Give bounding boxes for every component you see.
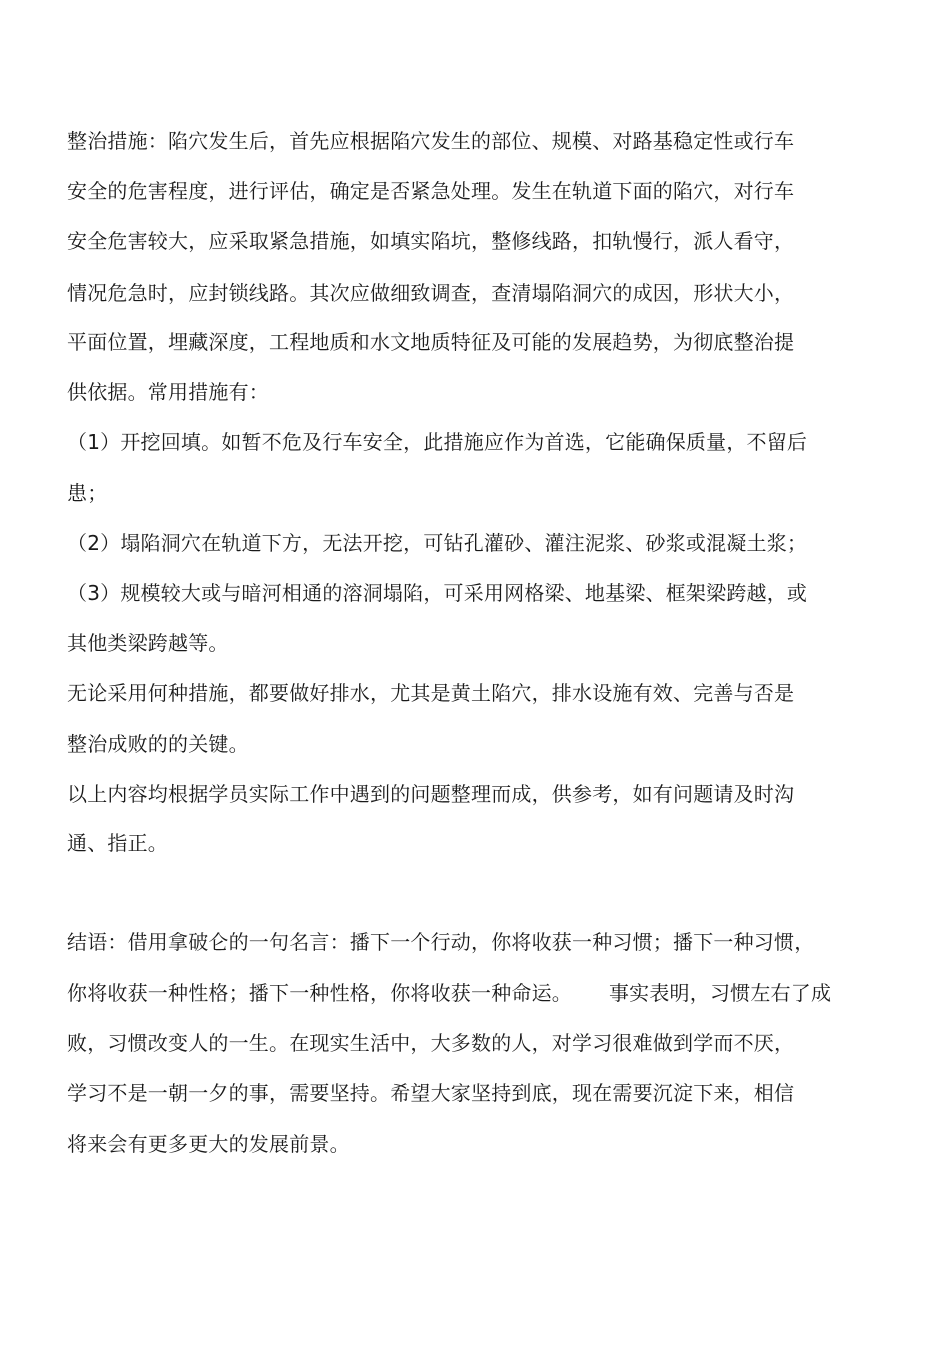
paragraph-line: 无论采用何种措施，都要做好排水，尤其是黄土陷穴，排水设施有效、完善与否是: [67, 681, 795, 705]
conclusion-line: 将来会有更多更大的发展前景。: [67, 1132, 350, 1156]
paragraph-line: 供依据。常用措施有：: [67, 380, 269, 404]
paragraph-line: 安全的危害程度，进行评估，确定是否紧急处理。发生在轨道下面的陷穴，对行车: [67, 179, 795, 203]
conclusion-line: 结语：借用拿破仑的一句名言：播下一个行动，你将收获一种习惯；播下一种习惯，: [67, 930, 815, 954]
paragraph-line: 安全危害较大，应采取紧急措施，如填实陷坑，整修线路，扣轨慢行，派人看守，: [67, 229, 795, 253]
list-item-3: （3）规模较大或与暗河相通的溶洞塌陷，可采用网格梁、地基梁、框架梁跨越，或: [67, 581, 808, 605]
list-item-1: （1）开挖回填。如暂不危及行车安全，此措施应作为首选，它能确保质量，不留后: [67, 430, 808, 454]
paragraph-line: 整治措施：陷穴发生后，首先应根据陷穴发生的部位、规模、对路基稳定性或行车: [67, 129, 795, 153]
paragraph-line: 患；: [67, 481, 108, 505]
conclusion-line: 你将收获一种性格；播下一种性格，你将收获一种命运。 事实表明，习惯左右了成: [67, 981, 832, 1005]
paragraph-line: 通、指正。: [67, 831, 168, 855]
paragraph-line: 整治成败的的关键。: [67, 732, 249, 756]
paragraph-line: 情况危急时，应封锁线路。其次应做细致调查，查清塌陷洞穴的成因，形状大小，: [67, 281, 795, 305]
paragraph-line: 其他类梁跨越等。: [67, 631, 229, 655]
conclusion-line: 学习不是一朝一夕的事，需要坚持。希望大家坚持到底，现在需要沉淀下来，相信: [67, 1081, 795, 1105]
conclusion-line: 败，习惯改变人的一生。在现实生活中，大多数的人，对学习很难做到学而不厌，: [67, 1031, 795, 1055]
list-item-2: （2）塌陷洞穴在轨道下方，无法开挖，可钻孔灌砂、灌注泥浆、砂浆或混凝土浆；: [67, 531, 808, 555]
paragraph-line: 以上内容均根据学员实际工作中遇到的问题整理而成，供参考，如有问题请及时沟: [67, 782, 795, 806]
paragraph-line: 平面位置，埋藏深度，工程地质和水文地质特征及可能的发展趋势，为彻底整治提: [67, 330, 795, 354]
